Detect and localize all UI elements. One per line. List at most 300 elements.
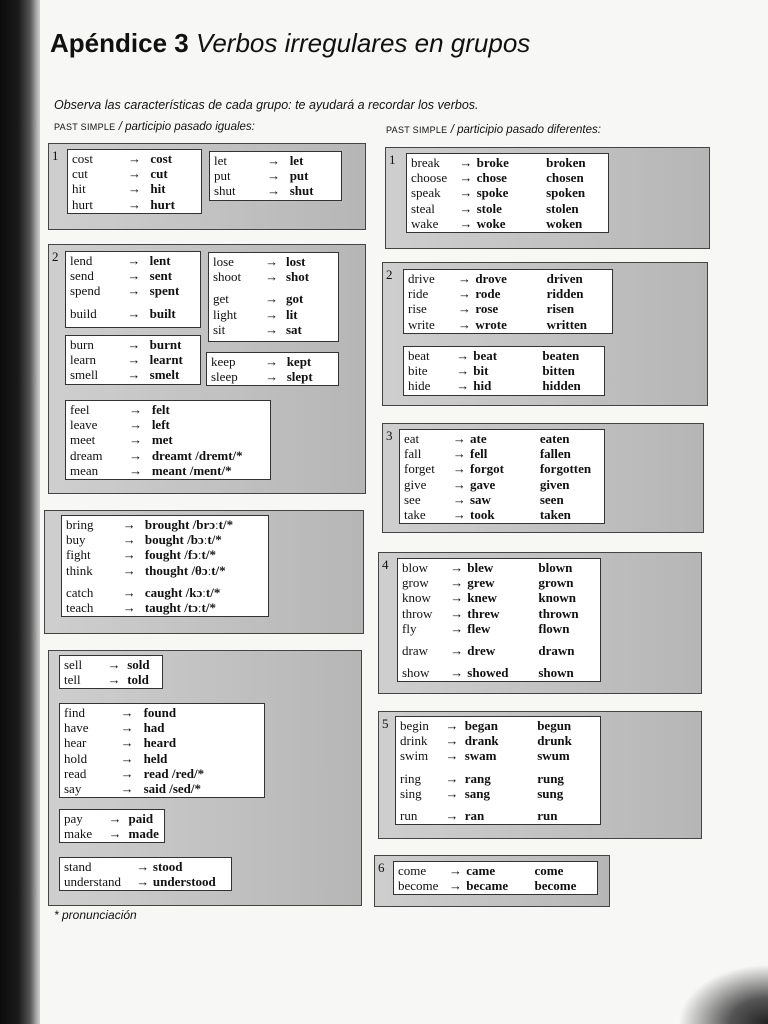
arrow-icon: → [450,560,464,575]
verb-past-simple: broke [476,155,509,170]
right-group-2: 2 drive → drove driven ride → rode ridden rise → rose risen write → wrote written beat → beat beaten bite → bit bitten hide → hid hidden [382,262,708,406]
verb-past-simple: felt [151,402,170,417]
verb-row [404,507,600,522]
verb-infinitive: know [402,590,431,606]
verb-infinitive: sell [64,657,83,672]
arrow-icon: → [128,196,141,212]
verb-infinitive: burn [70,337,94,352]
verb-infinitive: write [408,316,435,332]
verb-infinitive: think [66,562,93,578]
arrow-icon: → [452,491,466,507]
verb-infinitive: spend [70,283,101,299]
left-column-heading: PAST SIMPLE / participio pasado iguales: [54,121,255,133]
verb-past-participle: risen [546,301,575,317]
verb-past-participle: bitten [542,363,575,379]
verb-past-simple: smelt [149,367,180,383]
left-group-1: 1 cost → cost cut → cut hit → hit hurt → hurt let → let put → put shut → shut [48,143,366,230]
left-group-3 [44,510,364,634]
verb-past-simple: forgot [469,461,504,477]
verb-past-simple: paid [128,811,154,826]
verb-row [64,751,260,766]
verb-past-simple: spent [149,283,180,299]
verb-box [65,335,201,385]
arrow-icon: → [265,254,279,269]
arrow-icon: → [108,811,122,826]
group-spacer [400,801,596,808]
verb-infinitive: shoot [213,269,242,285]
verb-past-participle: beaten [542,348,580,363]
verb-row [411,155,604,170]
verb-past-simple: hid [473,378,492,394]
arrow-icon: → [129,462,143,478]
verb-infinitive: sing [400,785,422,801]
verb-row [214,183,337,198]
arrow-icon: → [107,672,121,688]
arrow-icon: → [127,253,141,268]
verb-past-simple: drove [475,271,507,286]
verb-row [64,859,227,874]
verb-row [66,547,264,562]
verb-row [64,811,160,826]
verb-past-simple: left [151,417,170,433]
verb-row [70,432,266,447]
verb-infinitive: take [404,507,426,523]
verb-infinitive: draw [402,643,428,659]
verb-infinitive: tell [64,672,81,688]
verb-row [66,600,264,615]
verb-row [400,771,596,786]
verb-past-simple: understood [152,874,216,890]
verb-infinitive: become [398,878,439,894]
verb-past-simple: cut [150,166,168,182]
verb-infinitive: bring [66,517,94,532]
verb-row [64,705,260,720]
verb-past-participle: written [546,316,588,332]
arrow-icon: → [459,170,473,186]
verb-past-participle: become [534,878,577,894]
verb-infinitive: swim [400,748,429,764]
verb-past-simple: found [143,705,177,720]
verb-past-simple: fell [469,446,488,462]
verb-infinitive: leave [70,417,98,433]
verb-past-participle: seen [539,491,564,507]
arrow-icon: → [127,367,141,383]
arrow-icon: → [120,720,134,736]
verb-infinitive: drink [400,733,428,749]
arrow-icon: → [122,584,136,600]
verb-past-participle: shown [538,665,574,681]
verb-infinitive: read [64,765,87,781]
verb-infinitive: rise [408,301,427,317]
arrow-icon: → [459,200,473,216]
verb-box [208,252,339,342]
verb-infinitive: eat [404,431,420,446]
verb-infinitive: cut [72,166,88,182]
verb-infinitive: teach [66,600,94,616]
verb-row [411,201,604,216]
page-title [50,28,530,59]
verb-past-simple: sang [464,785,490,801]
arrow-icon: → [459,155,473,170]
arrow-icon: → [456,378,470,394]
verb-past-simple: meant /ment/* [151,462,232,478]
group-spacer [213,284,334,291]
right-group-4: 4 blow → blew blown grow → grew grown know → knew known throw → threw thrown fly → flew flown draw → drew drawn show → showed shown [378,552,702,694]
verb-past-simple: came [466,863,496,878]
verb-past-participle: woken [546,215,583,231]
verb-row [72,151,197,166]
arrow-icon: → [122,517,136,532]
verb-row [402,606,596,621]
verb-past-simple: hit [150,181,166,197]
verb-row [402,560,596,575]
verb-infinitive: choose [411,170,448,186]
verb-row [213,307,334,322]
verb-row [402,590,596,605]
verb-infinitive: smell [70,367,99,383]
verb-box [65,251,201,328]
verb-past-simple: stood [152,859,183,874]
verb-row [411,216,604,231]
verb-row [64,874,227,889]
verb-past-simple: slept [286,369,313,385]
verb-past-participle: taken [539,507,571,523]
arrow-icon: → [457,316,471,332]
arrow-icon: → [129,432,143,448]
arrow-icon: → [120,705,134,720]
verb-past-simple: brought /brɔːt/* [144,517,234,532]
verb-row [398,863,593,878]
verb-past-participle: drawn [538,643,575,659]
verb-past-simple: knew [467,590,497,606]
verb-row [400,748,596,763]
arrow-icon: → [450,665,464,681]
verb-infinitive: give [404,476,427,492]
verb-past-simple: became [466,878,509,894]
verb-past-simple: cost [150,151,173,166]
verb-row [400,733,596,748]
verb-row [404,492,600,507]
verb-infinitive: hear [64,735,87,751]
arrow-icon: → [445,718,459,733]
arrow-icon: → [265,291,279,307]
verb-past-participle: hidden [542,378,581,394]
arrow-icon: → [457,301,471,317]
verb-row [408,378,600,393]
verb-row [70,417,266,432]
verb-past-simple: made [128,826,159,842]
left-group-2: 2 lend → lent send → sent spend → spent build → built lose → lost shoot → shot get → got light → lit sit → sat burn → burnt learn → learnt smell → smelt keep → kept sleep → slept feel → felt leave → left meet → met dream → dreamt /dremt/* mean → meant /ment/* [48,244,366,494]
verb-infinitive: steal [411,200,435,216]
verb-past-simple: ran [464,808,485,824]
verb-row [72,197,197,212]
verb-past-simple: lost [285,254,306,269]
arrow-icon: → [136,874,150,890]
verb-past-simple: blew [467,560,494,575]
verb-infinitive: run [400,808,418,824]
verb-past-simple: drew [467,643,496,659]
arrow-icon: → [445,733,459,749]
verb-row [72,181,197,196]
verb-row [400,808,596,823]
verb-past-simple: grew [467,575,495,591]
group-spacer [402,636,596,643]
verb-past-simple: read /red/* [143,765,205,781]
arrow-icon: → [267,153,281,168]
right-group-1: 1 break → broke broken choose → chose chosen speak → spoke spoken steal → stole stolen wake → woke woken [385,147,710,249]
arrow-icon: → [265,369,279,385]
verb-infinitive: hide [408,378,431,394]
footnote: * pronunciación [54,908,137,922]
verb-past-simple: shot [285,269,310,285]
verb-past-simple: lent [149,253,171,268]
verb-infinitive: blow [402,560,428,575]
verb-row [408,317,608,332]
arrow-icon: → [127,352,141,368]
verb-infinitive: have [64,720,89,736]
arrow-icon: → [267,168,281,184]
verb-infinitive: fly [402,620,417,636]
arrow-icon: → [456,348,470,363]
verb-past-simple: rose [475,301,499,317]
verb-infinitive: grow [402,575,429,591]
verb-past-participle: chosen [546,170,584,186]
verb-past-participle: spoken [546,185,586,201]
arrow-icon: → [459,215,473,231]
arrow-icon: → [450,575,464,591]
arrow-icon: → [456,363,470,379]
verb-past-simple: burnt [149,337,182,352]
verb-past-simple: fought /fɔːt/* [144,547,216,563]
verb-infinitive: forget [404,461,435,477]
right-column-heading: PAST SIMPLE / participio pasado diferentes: [386,124,601,136]
verb-box [395,716,601,825]
verb-row [408,271,608,286]
verb-row [404,431,600,446]
arrow-icon: → [265,269,279,285]
verb-box [65,400,271,480]
verb-infinitive: begin [400,718,429,733]
arrow-icon: → [128,166,141,182]
verb-infinitive: put [214,168,231,184]
arrow-icon: → [127,283,141,299]
verb-infinitive: throw [402,605,433,621]
verb-past-participle: begun [537,718,572,733]
group-spacer [400,764,596,771]
verb-infinitive: see [404,491,421,507]
arrow-icon: → [128,181,141,197]
verb-box [406,153,609,233]
verb-box [397,558,601,682]
title-appendix: Apéndice 3 [50,28,189,58]
verb-past-simple: ate [469,431,487,446]
arrow-icon: → [127,337,141,352]
verb-past-participle: forgotten [539,461,592,477]
verb-infinitive: ride [408,286,429,302]
verb-past-participle: eaten [539,431,570,446]
verb-row [70,367,196,382]
verb-past-participle: known [538,590,576,606]
verb-past-simple: kept [286,354,312,369]
verb-box [59,857,232,891]
verb-infinitive: drive [408,271,435,286]
verb-past-simple: let [289,153,304,168]
verb-infinitive: find [64,705,85,720]
verb-infinitive: catch [66,584,94,600]
verb-infinitive: dream [70,447,103,463]
verb-past-simple: caught /kɔːt/* [144,584,221,600]
verb-row [64,735,260,750]
arrow-icon: → [449,863,463,878]
verb-row [213,291,334,306]
verb-past-simple: saw [469,491,491,507]
arrow-icon: → [120,765,134,781]
verb-row [64,672,158,687]
book-binding-shadow [0,0,40,1024]
arrow-icon: → [128,151,141,166]
verb-row [70,352,196,367]
verb-infinitive: send [70,268,94,284]
arrow-icon: → [452,446,466,462]
verb-box [403,346,605,396]
verb-box [67,149,202,214]
verb-row [64,826,160,841]
verb-infinitive: feel [70,402,90,417]
verb-past-participle: rung [537,770,564,786]
verb-past-simple: woke [476,215,506,231]
verb-row [398,878,593,893]
verb-row [70,268,196,283]
right-group-6: 6 come → came come become → became become [374,855,610,907]
arrow-icon: → [265,321,279,337]
verb-past-simple: thought /θɔːt/* [144,562,226,578]
verb-row [72,166,197,181]
verb-row [70,463,266,478]
verb-past-simple: bit [473,363,489,379]
verb-row [408,363,600,378]
verb-infinitive: learn [70,352,96,368]
verb-past-simple: showed [467,665,509,681]
verb-row [402,643,596,658]
verb-infinitive: keep [211,354,236,369]
arrow-icon: → [445,785,459,801]
verb-infinitive: build [70,305,97,321]
arrow-icon: → [120,781,134,797]
verb-past-simple: rang [464,770,491,786]
verb-past-simple: met [151,432,173,448]
verb-box [209,151,342,201]
verb-past-simple: lit [285,306,298,322]
verb-row [402,575,596,590]
verb-row [402,621,596,636]
verb-past-simple: stole [476,200,502,216]
verb-infinitive: lend [70,253,93,268]
verb-infinitive: ring [400,770,421,786]
verb-box [59,703,265,798]
verb-infinitive: make [64,826,93,842]
arrow-icon: → [445,748,459,764]
verb-past-simple: swam [464,748,497,764]
verb-box [61,515,269,617]
verb-row [211,369,334,384]
verb-past-simple: bought /bɔːt/* [144,532,222,548]
arrow-icon: → [452,431,466,446]
verb-past-simple: sold [127,657,150,672]
arrow-icon: → [457,271,471,286]
intro-text: Observa las características de cada grupo: te ayudará a recordar los verbos. [54,98,479,112]
verb-row [408,348,600,363]
verb-box [206,352,339,386]
arrow-icon: → [265,306,279,322]
verb-row [66,585,264,600]
verb-row [70,283,196,298]
right-group-3: 3 eat → ate eaten fall → fell fallen forget → forgot forgotten give → gave given see → saw seen take → took taken [382,423,704,533]
verb-row [404,461,600,476]
verb-row [411,170,604,185]
verb-past-participle: flown [538,620,570,636]
arrow-icon: → [452,507,466,523]
verb-infinitive: hit [72,181,86,197]
verb-past-simple: learnt [149,352,183,368]
verb-past-simple: heard [143,735,177,751]
verb-row [408,286,608,301]
arrow-icon: → [108,826,122,842]
verb-infinitive: sit [213,321,226,337]
verb-past-participle: drunk [537,733,572,749]
verb-past-simple: beat [473,348,498,363]
verb-row [70,253,196,268]
verb-past-simple: spoke [476,185,509,201]
group-spacer [66,578,264,585]
verb-infinitive: understand [64,874,122,890]
verb-past-participle: come [534,863,564,878]
verb-row [70,402,266,417]
verb-past-participle: stolen [546,200,579,216]
arrow-icon: → [120,750,134,766]
verb-row [211,354,334,369]
arrow-icon: → [267,183,281,199]
right-group-5: 5 begin → began begun drink → drank drunk swim → swam swum ring → rang rung sing → sang sung run → ran run [378,711,702,839]
verb-past-participle: ridden [546,286,584,302]
arrow-icon: → [107,657,121,672]
arrow-icon: → [445,808,459,824]
verb-infinitive: bite [408,363,428,379]
verb-past-participle: given [539,476,570,492]
verb-past-participle: driven [546,271,583,286]
verb-row [64,781,260,796]
verb-past-participle: thrown [538,605,579,621]
arrow-icon: → [265,354,279,369]
arrow-icon: → [452,476,466,492]
verb-box [59,809,165,843]
group-spacer [70,299,196,306]
verb-row [411,185,604,200]
verb-row [213,254,334,269]
verb-box [399,429,605,524]
verb-row [64,766,260,781]
verb-infinitive: come [398,863,427,878]
verb-infinitive: show [402,665,430,681]
verb-infinitive: wake [411,215,439,231]
verb-past-simple: rode [475,286,501,302]
arrow-icon: → [445,770,459,786]
verb-infinitive: let [214,153,227,168]
verb-row [214,153,337,168]
verb-infinitive: hold [64,750,88,766]
arrow-icon: → [129,402,143,417]
arrow-icon: → [450,620,464,636]
verb-infinitive: shut [214,183,236,199]
